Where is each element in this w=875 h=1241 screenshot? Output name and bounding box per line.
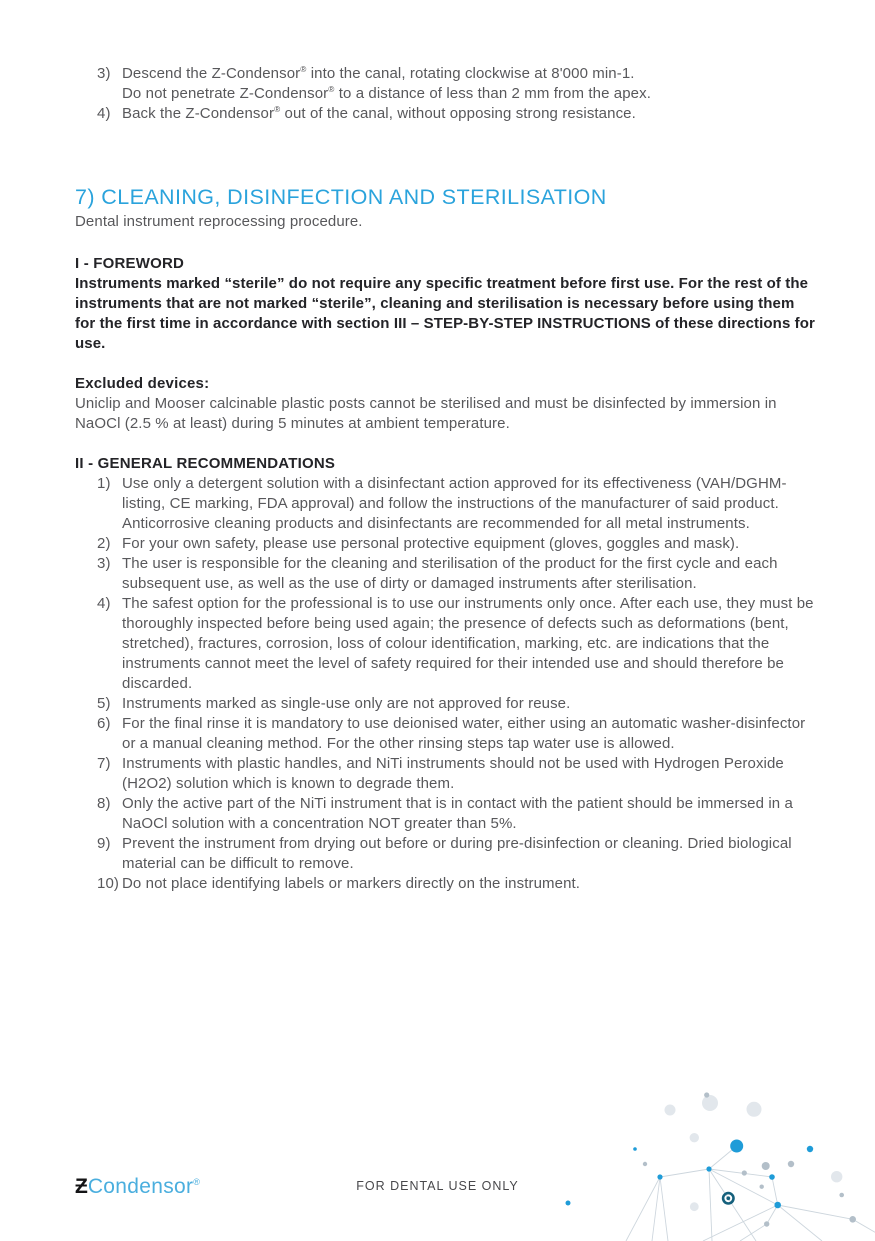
list-item [97, 874, 817, 894]
list-item-text: The user is responsible for the cleaning and sterilisation of the product for the first cycle and each subsequent use, as well as the use of dirty or damaged instruments after sterilisation. [122, 555, 778, 592]
list-item-text: Only the active part of the NiTi instrument that is in contact with the patient should be immersed in a NaOCl solution with a concentration NOT greater than 5%. [122, 795, 793, 832]
list-item [97, 834, 817, 874]
list-item [97, 534, 817, 554]
list-item-text: For your own safety, please use personal protective equipment (gloves, goggles and mask). [122, 535, 740, 552]
list-number: 9) [97, 835, 111, 852]
list-item-text: Instruments marked as single-use only are not approved for reuse. [122, 695, 571, 712]
list-number: 2) [97, 535, 111, 552]
list-item-text: Use only a detergent solution with a disinfectant action approved for its effectiveness (VAH/DGHM-listing, CE marking, FDA approval) and follow the instructions of the manufacturer of said product. Anticorrosive cleaning products and disinfectants are recommended for all metal instruments. [122, 475, 787, 532]
list-number: 5) [97, 695, 111, 712]
excluded-devices-heading: Excluded devices: [75, 375, 210, 392]
list-item-text: For the final rinse it is mandatory to use deionised water, either using an automatic washer-disinfector or a manual cleaning method. For the other rinsing steps tap water use is allowed. [122, 715, 806, 752]
step-text: Back the Z-Condensor® out of the canal, without opposing strong resistance. [122, 105, 636, 122]
list-item [97, 64, 817, 104]
general-recommendations-list [97, 474, 817, 894]
list-item [97, 554, 817, 594]
list-item [97, 754, 817, 794]
list-item-text: Do not place identifying labels or markers directly on the instrument. [122, 875, 581, 892]
network-constellation-graphic [560, 1060, 875, 1241]
dental-use-note: FOR DENTAL USE ONLY [356, 1179, 519, 1193]
list-number: 10) [97, 875, 119, 892]
list-item [97, 104, 817, 124]
registered-trademark-icon: ® [193, 1177, 201, 1187]
list-number: 4) [97, 595, 111, 612]
document-content [75, 64, 817, 894]
intro-step-list [97, 64, 817, 124]
target-icon [723, 1193, 733, 1203]
step-text: Do not penetrate Z-Condensor® to a distance of less than 2 mm from the apex. [122, 85, 651, 102]
list-number: 3) [97, 65, 111, 82]
list-number: 7) [97, 755, 111, 772]
list-item [97, 474, 817, 534]
excluded-devices-body: Uniclip and Mooser calcinable plastic posts cannot be sterilised and must be disinfected by immersion in NaOCl (2.5 % at least) during 5 minutes at ambient temperature. [75, 395, 777, 432]
list-number: 3) [97, 555, 111, 572]
list-item-text: The safest option for the professional is to use our instruments only once. After each use, they must be thoroughly inspected before being used again; the presence of defects such as deformations (bent, stretched), fractures, corrosion, loss of colour identification, marking, etc. are indications that the instruments cannot meet the level of safety required for their intended use and should therefore be discarded. [122, 595, 814, 692]
list-number: 8) [97, 795, 111, 812]
list-number: 1) [97, 475, 111, 492]
section-subtitle: Dental instrument reprocessing procedure. [75, 213, 363, 230]
step-text: Descend the Z-Condensor® into the canal, rotating clockwise at 8'000 min-1. [122, 65, 635, 82]
list-number: 6) [97, 715, 111, 732]
foreword-body: Instruments marked “sterile” do not require any specific treatment before first use. For the rest of the instruments that are not marked “sterile”, cleaning and sterilisation is necessary before using them for the first time in accordance with section III – STEP-BY-STEP INSTRUCTIONS of these directions for use. [75, 275, 815, 352]
list-number: 4) [97, 105, 111, 122]
list-item [97, 594, 817, 694]
list-item [97, 694, 817, 714]
foreword-heading: I - FOREWORD [75, 255, 185, 272]
brand-logo-z: Ƶ [75, 1175, 88, 1198]
general-recommendations-heading: II - GENERAL RECOMMENDATIONS [75, 455, 336, 472]
list-item-text: Instruments with plastic handles, and NiTi instruments should not be used with Hydrogen Peroxide (H2O2) solution which is known to degrade them. [122, 755, 784, 792]
list-item [97, 794, 817, 834]
section-heading: 7) CLEANING, DISINFECTION AND STERILISATION [75, 185, 607, 209]
list-item [97, 714, 817, 754]
list-item-text: Prevent the instrument from drying out before or during pre-disinfection or cleaning. Dried biological material can be difficult to remove. [122, 835, 792, 872]
brand-logo-name: Condensor [87, 1175, 194, 1198]
